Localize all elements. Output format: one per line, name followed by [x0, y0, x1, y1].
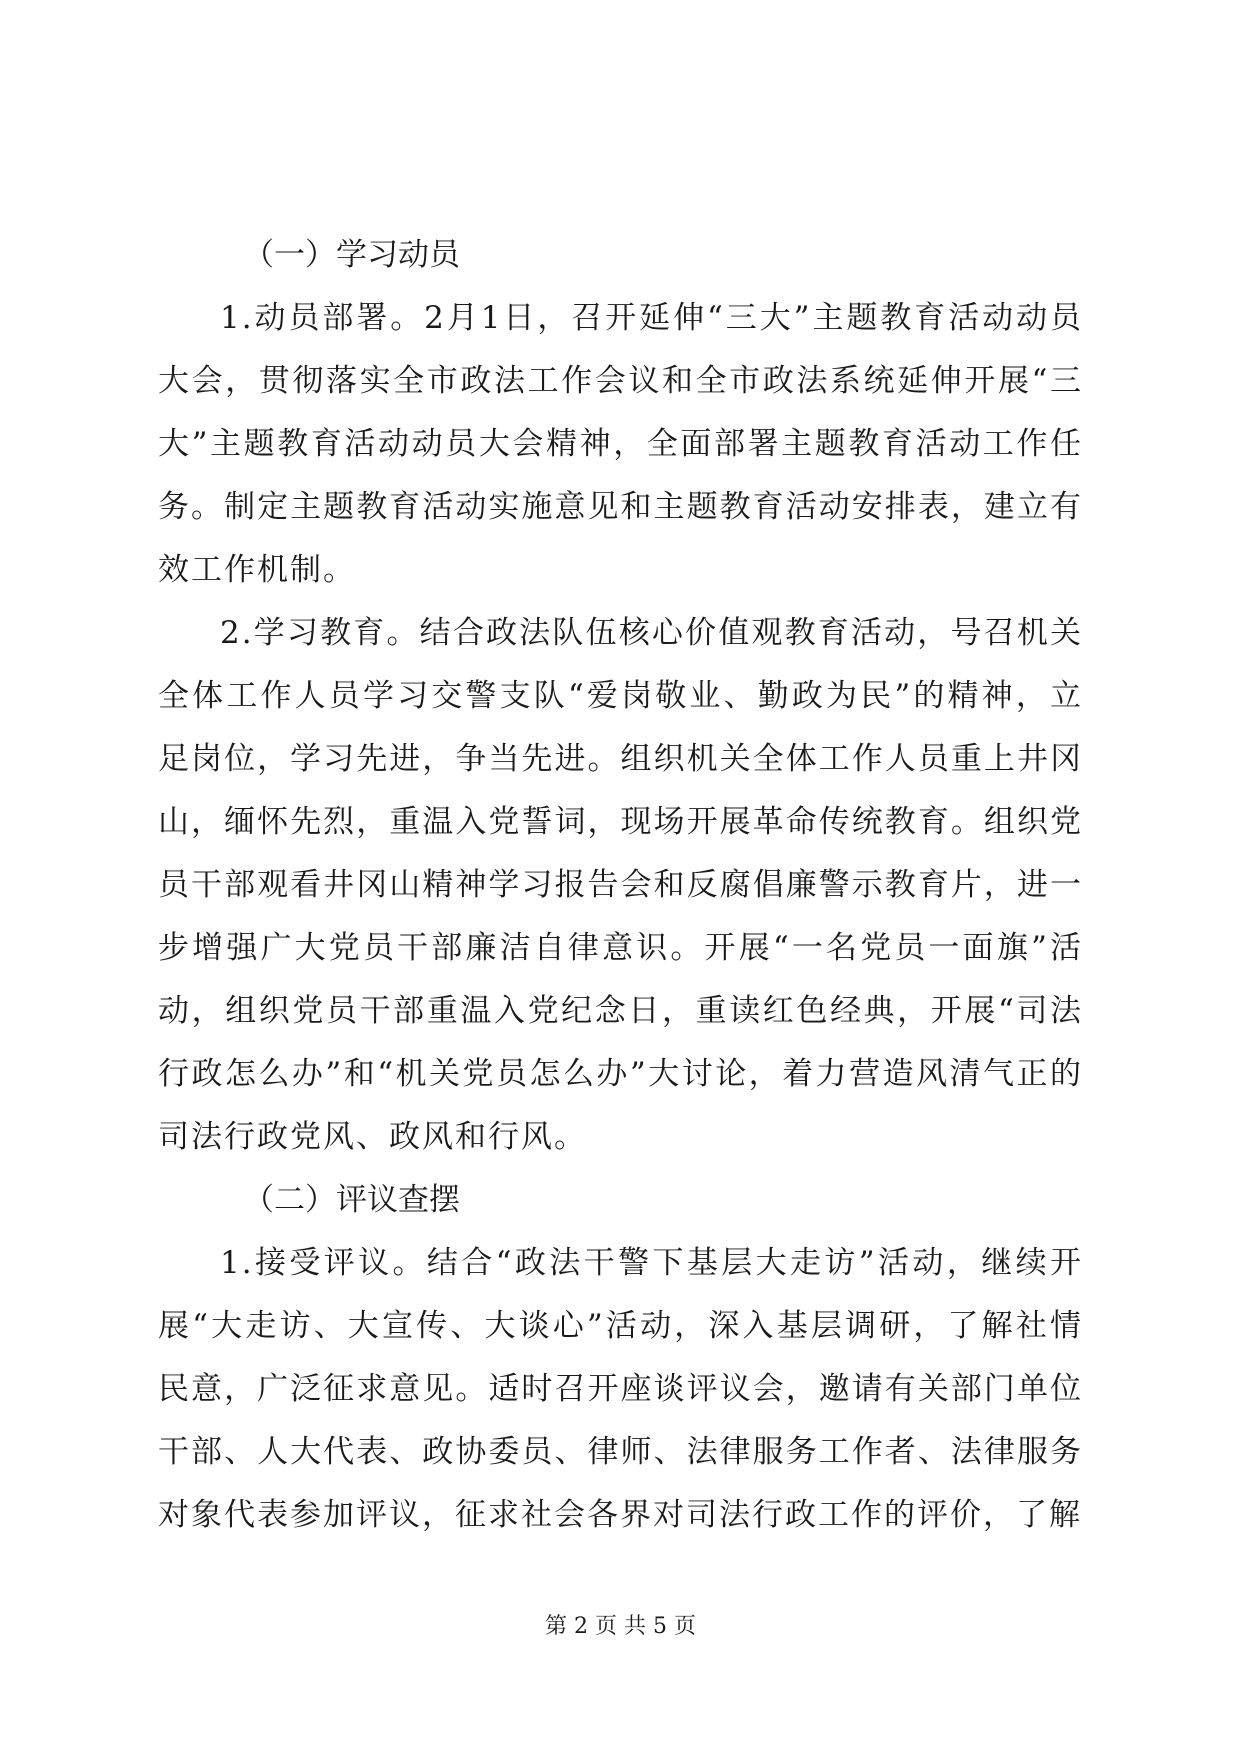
- paragraph-study-education: 2.学习教育。结合政法队伍核心价值观教育活动，号召机关全体工作人员学习交警支队“爱岗敬业、勤政为民”的精神，立足岗位，学习先进，争当先进。组织机关全体工作人员重上井冈山，缅怀先烈，重温入党誓词，现场开展革命传统教育。组织党员干部观看井冈山精神学习报告会和反腐倡廉警示教育片，进一步增强广大党员干部廉洁自律意识。开展“一名党员一面旗”活动，组织党员干部重温入党纪念日，重读红色经典，开展“司法行政怎么办”和“机关党员怎么办”大讨论，着力营造风清气正的司法行政党风、政风和行风。: [158, 615, 1083, 1155]
- page-number-footer: 第 2 页 共 5 页: [545, 1614, 696, 1639]
- document-body: [158, 224, 1083, 1547]
- paragraph-mobilization-deployment: 1.动员部署。2月1日，召开延伸“三大”主题教育活动动员大会，贯彻落实全市政法工作会议和全市政法系统延伸开展“三大”主题教育活动动员大会精神，全面部署主题教育活动工作任务。制定主题教育活动实施意见和主题教育活动安排表，建立有效工作机制。: [158, 300, 1083, 588]
- section-heading-study-mobilization: （一）学习动员: [243, 237, 460, 273]
- paragraph-accept-review: 1.接受评议。结合“政法干警下基层大走访”活动，继续开展“大走访、大宣传、大谈心”活动，深入基层调研，了解社情民意，广泛征求意见。适时召开座谈评议会，邀请有关部门单位干部、人大代表、政协委员、律师、法律服务工作者、法律服务对象代表参加评议，征求社会各界对司法行政工作的评价，了解: [158, 1245, 1083, 1533]
- section-heading-review-check: （二）评议查摆: [243, 1182, 460, 1218]
